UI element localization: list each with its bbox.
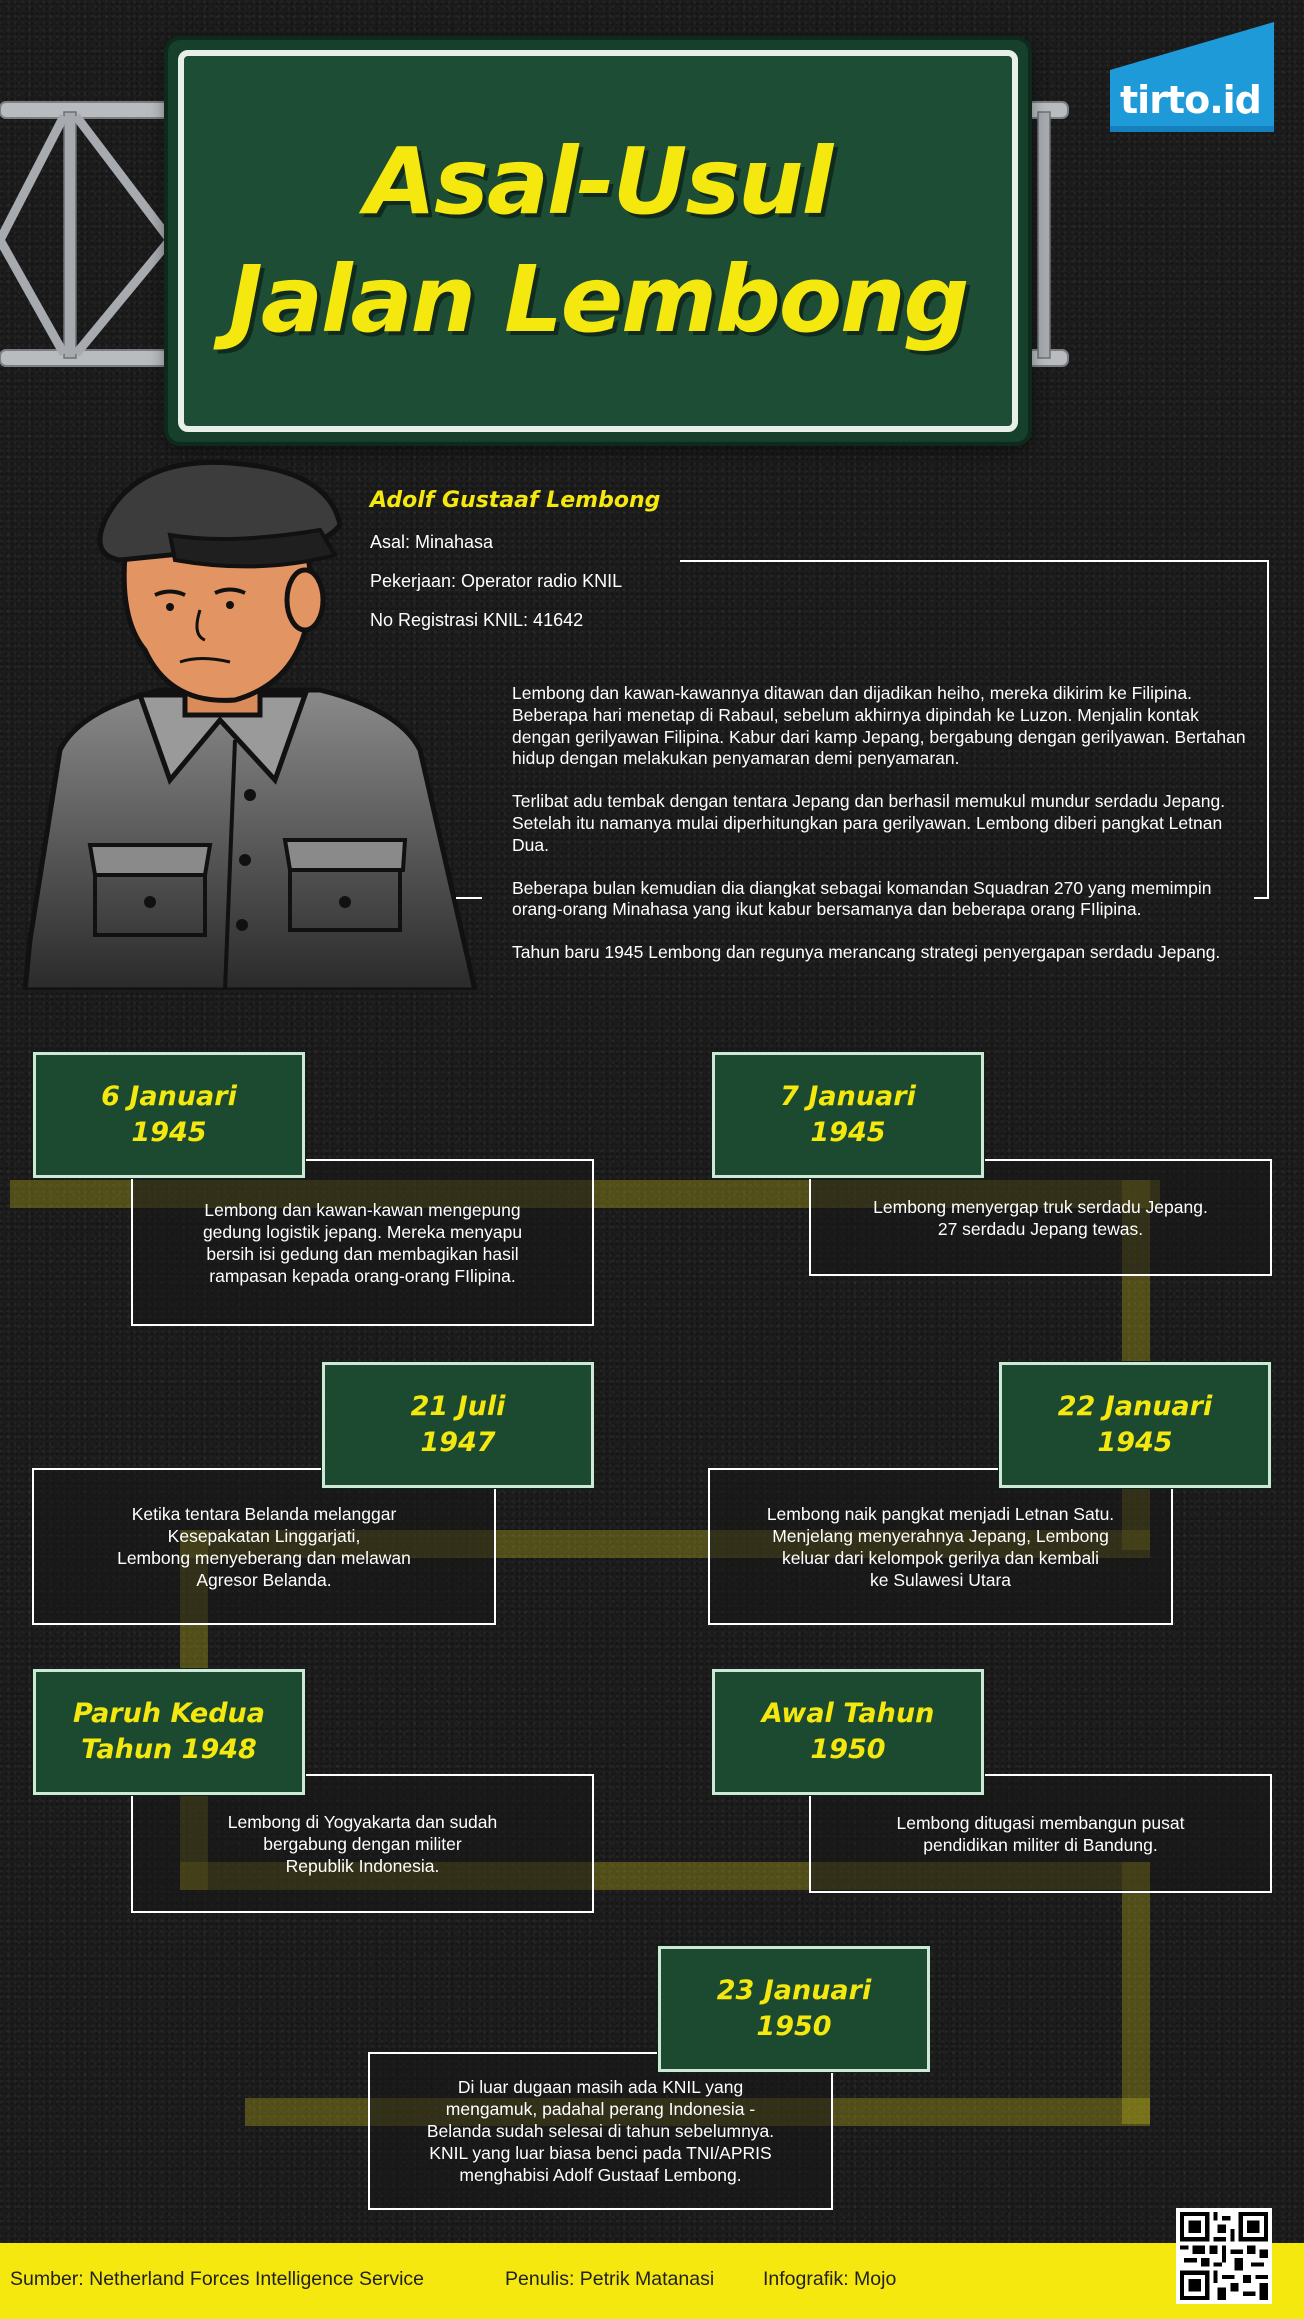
timeline-date-text: Paruh Kedua Tahun 1948	[73, 1698, 265, 1765]
road-segment	[1122, 1862, 1150, 2124]
timeline-description-text: Lembong naik pangkat menjadi Letnan Satu. Menjelang menyerahnya Jepang, Lembong keluar dari kelompok gerilya dan kembali ke Sulawesi Utara	[766, 1503, 1115, 1590]
timeline-date	[33, 1052, 305, 1178]
timeline-date-text: 21 Juli 1947	[410, 1391, 506, 1458]
timeline-date	[658, 1946, 930, 2072]
timeline-date-text: 23 Januari 1950	[716, 1975, 872, 2042]
profile-name: Adolf Gustaaf Lembong	[370, 488, 661, 513]
bio-paragraph: Tahun baru 1945 Lembong dan regunya merancang strategi penyergapan serdadu Jepang.	[512, 942, 1221, 963]
title-sign	[168, 40, 1028, 442]
page-title-line-1: Asal-Usul	[364, 128, 832, 235]
timeline-date-text: 6 Januari 1945	[101, 1081, 237, 1148]
footer-credits	[0, 2243, 1304, 2319]
profile-job: Pekerjaan: Operator radio KNIL	[370, 571, 623, 591]
timeline-date	[33, 1669, 305, 1795]
timeline-date	[712, 1052, 984, 1178]
timeline-description	[368, 2052, 833, 2210]
profile-origin: Asal: Minahasa	[370, 532, 494, 552]
timeline-date-text: Awal Tahun 1950	[761, 1698, 935, 1765]
title-sign-face	[178, 50, 1018, 432]
timeline-description	[32, 1468, 496, 1625]
timeline-date-text: 7 Januari 1945	[780, 1081, 916, 1148]
timeline-description	[131, 1159, 594, 1326]
timeline-date	[999, 1362, 1271, 1488]
bio-bracket-right	[1267, 560, 1269, 899]
footer-graphic: Infografik: Mojo	[763, 2268, 897, 2290]
timeline-description-text: Lembong menyergap truk serdadu Jepang. 27 serdadu Jepang tewas.	[873, 1196, 1208, 1239]
bio-bracket-top	[680, 560, 1269, 562]
timeline-description-text: Lembong ditugasi membangun pusat pendidikan militer di Bandung.	[896, 1812, 1185, 1855]
timeline-description-text: Ketika tentara Belanda melanggar Kesepakatan Linggarjati, Lembong menyeberang dan melawan Agresor Belanda.	[117, 1503, 411, 1590]
soldier-portrait-icon	[20, 450, 490, 990]
profile-bio	[512, 683, 1258, 985]
profile-registration: No Registrasi KNIL: 41642	[370, 610, 584, 630]
timeline-date	[322, 1362, 594, 1488]
timeline-date-text: 22 Januari 1945	[1057, 1391, 1213, 1458]
timeline-description-text: Lembong dan kawan-kawan mengepung gedung logistik jepang. Mereka menyapu bersih isi gedung dan membagikan hasil rampasan kepada orang-orang FIlipina.	[202, 1199, 523, 1286]
timeline-description-text: Di luar dugaan masih ada KNIL yang mengamuk, padahal perang Indonesia - Belanda sudah selesai di tahun sebelumnya. KNIL yang luar biasa benci pada TNI/APRIS menghabisi Adolf Gustaaf Lembong.	[426, 2077, 775, 2185]
bio-paragraph: Terlibat adu tembak dengan tentara Jepang dan berhasil memukul mundur serdadu Jepang. Setelah itu namanya mulai diperhitungkan para gerilyawan. Lembong diberi pangkat Letnan Dua.	[512, 791, 1226, 855]
timeline-description	[708, 1468, 1173, 1625]
tirto-logo	[1110, 22, 1274, 134]
footer-source: Sumber: Netherland Forces Intelligence Service	[10, 2268, 425, 2290]
bio-paragraph: Beberapa bulan kemudian dia diangkat sebagai komandan Squadran 270 yang memimpin orang-orang Minahasa yang ikut kabur bersamanya dan beberapa orang FIlipina.	[512, 877, 1212, 920]
timeline-date	[712, 1669, 984, 1795]
qr-code-icon[interactable]	[1176, 2208, 1272, 2304]
bio-paragraph: Lembong dan kawan-kawannya ditawan dan dijadikan heiho, mereka dikirim ke Filipina. Beberapa hari menetap di Rabaul, sebelum akhirnya dipindah ke Luzon. Menjalin kontak dengan gerilyawan Filipina. Kabur dari kamp Jepang, bergabung dengan gerilyawan. Bertahan hidup dengan melakukan penyamaran demi penyamaran.	[512, 683, 1246, 769]
timeline-description-text: Lembong di Yogyakarta dan sudah bergabung dengan militer Republik Indonesia.	[227, 1811, 498, 1876]
page-title-line-2: Jalan Lembong	[228, 246, 968, 353]
sign-truss-left	[0, 100, 180, 370]
bio-bracket-left	[456, 897, 482, 899]
logo-text: tirto.id	[1120, 78, 1261, 122]
footer-writer: Penulis: Petrik Matanasi	[505, 2268, 715, 2290]
